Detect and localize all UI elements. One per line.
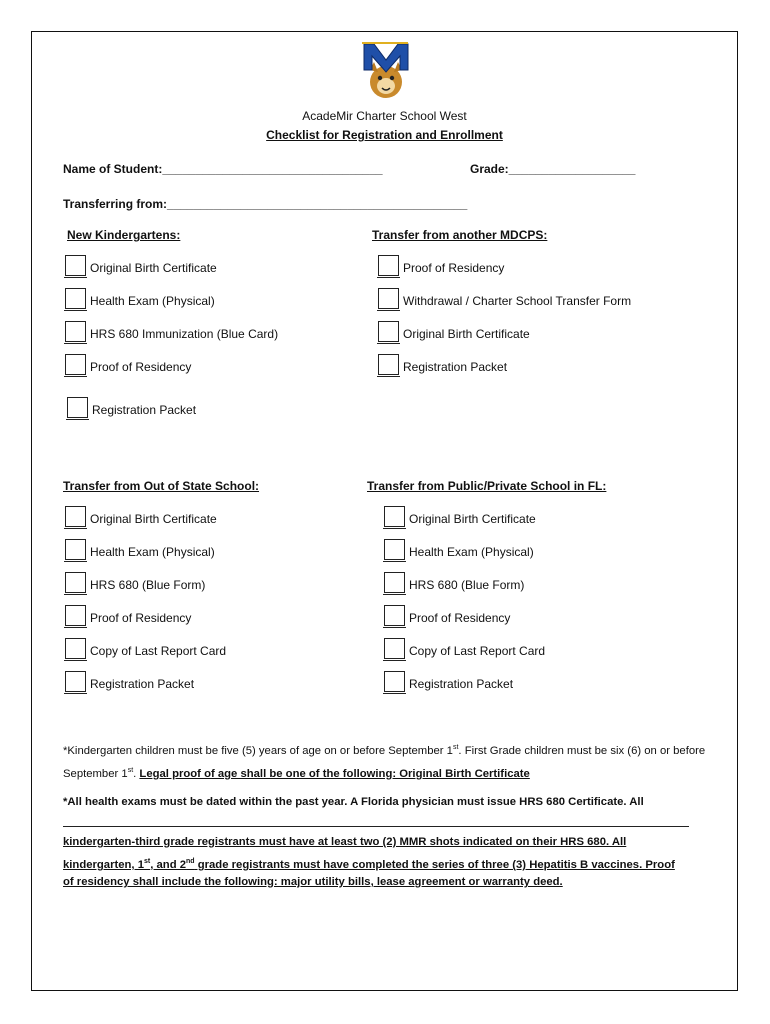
checklist-item[interactable]: Registration Packet [67,394,196,418]
student-name-field: Name of Student:_________________________________ [63,162,383,176]
checklist-item[interactable]: Proof of Residency [384,602,510,626]
section-heading-out-of-state: Transfer from Out of State School: [63,479,260,493]
checklist-item[interactable]: Health Exam (Physical) [384,536,534,560]
checkbox[interactable] [65,506,86,527]
checklist-item[interactable]: Registration Packet [65,668,194,692]
checkbox[interactable] [384,539,405,560]
checkbox[interactable] [65,539,86,560]
checkbox[interactable] [384,638,405,659]
checkbox[interactable] [65,321,86,342]
checklist-item[interactable]: Registration Packet [384,668,513,692]
school-name: AcadeMir Charter School West [302,109,467,123]
checkbox[interactable] [378,288,399,309]
checkbox[interactable] [384,572,405,593]
checklist-item[interactable]: HRS 680 Immunization (Blue Card) [65,318,278,342]
document-page [31,31,738,991]
document-title: Checklist for Registration and Enrollment [266,128,503,142]
checkbox[interactable] [65,255,86,276]
section-heading-public-private-fl: Transfer from Public/Private School in FL: [367,479,607,493]
checklist-item[interactable]: Registration Packet [378,351,507,375]
checklist-item[interactable]: Copy of Last Report Card [65,635,226,659]
checkbox[interactable] [378,321,399,342]
checkbox[interactable] [378,354,399,375]
checkbox[interactable] [65,354,86,375]
checklist-item[interactable]: Original Birth Certificate [65,252,217,276]
hepatitis-note: kindergarten, 1st, and 2nd grade registrants must have completed the series of three (3) Hepatitis B vaccines. Proof [63,858,675,871]
checkbox[interactable] [384,671,405,692]
checkbox[interactable] [65,288,86,309]
checklist-item[interactable]: Health Exam (Physical) [65,285,215,309]
checkbox[interactable] [384,506,405,527]
checklist-item[interactable]: Copy of Last Report Card [384,635,545,659]
checklist-item[interactable]: Original Birth Certificate [378,318,530,342]
transferring-from-field: Transferring from:_____________________________________________ [63,197,468,211]
checklist-item[interactable]: Health Exam (Physical) [65,536,215,560]
checkbox[interactable] [65,605,86,626]
checkbox[interactable] [65,572,86,593]
residency-note: of residency shall include the following: major utility bills, lease agreement or warranty deed. [63,876,563,888]
checkbox[interactable] [67,397,88,418]
checkbox[interactable] [378,255,399,276]
checklist-item[interactable]: Proof of Residency [65,602,191,626]
checklist-item[interactable]: Proof of Residency [65,351,191,375]
age-requirement-note: *Kindergarten children must be five (5) years of age on or before September 1st. First Grade children must be six (6) on or before September 1st. Legal proof of age shall be one of the following: Original Birth Certificate [63,744,706,780]
checkbox[interactable] [384,605,405,626]
grade-field: Grade:___________________ [470,162,636,176]
checklist-item[interactable]: Original Birth Certificate [384,503,536,527]
section-heading-transfer-mdcps: Transfer from another MDCPS: [372,228,548,242]
section-heading-new-kindergartens: New Kindergartens: [67,228,181,242]
checklist-item[interactable]: HRS 680 (Blue Form) [65,569,205,593]
checkbox[interactable] [65,671,86,692]
checklist-item[interactable]: HRS 680 (Blue Form) [384,569,524,593]
checklist-item[interactable]: Original Birth Certificate [65,503,217,527]
school-mascot-logo [360,40,412,102]
mmr-note: kindergarten-third grade registrants must have at least two (2) MMR shots indicated on their HRS 680. All [63,836,627,848]
checklist-item[interactable]: Withdrawal / Charter School Transfer Form [378,285,631,309]
divider-line [63,826,689,827]
health-exam-note: *All health exams must be dated within the past year. A Florida physician must issue HRS 680 Certificate. All [63,796,644,808]
checklist-item[interactable]: Proof of Residency [378,252,504,276]
checkbox[interactable] [65,638,86,659]
